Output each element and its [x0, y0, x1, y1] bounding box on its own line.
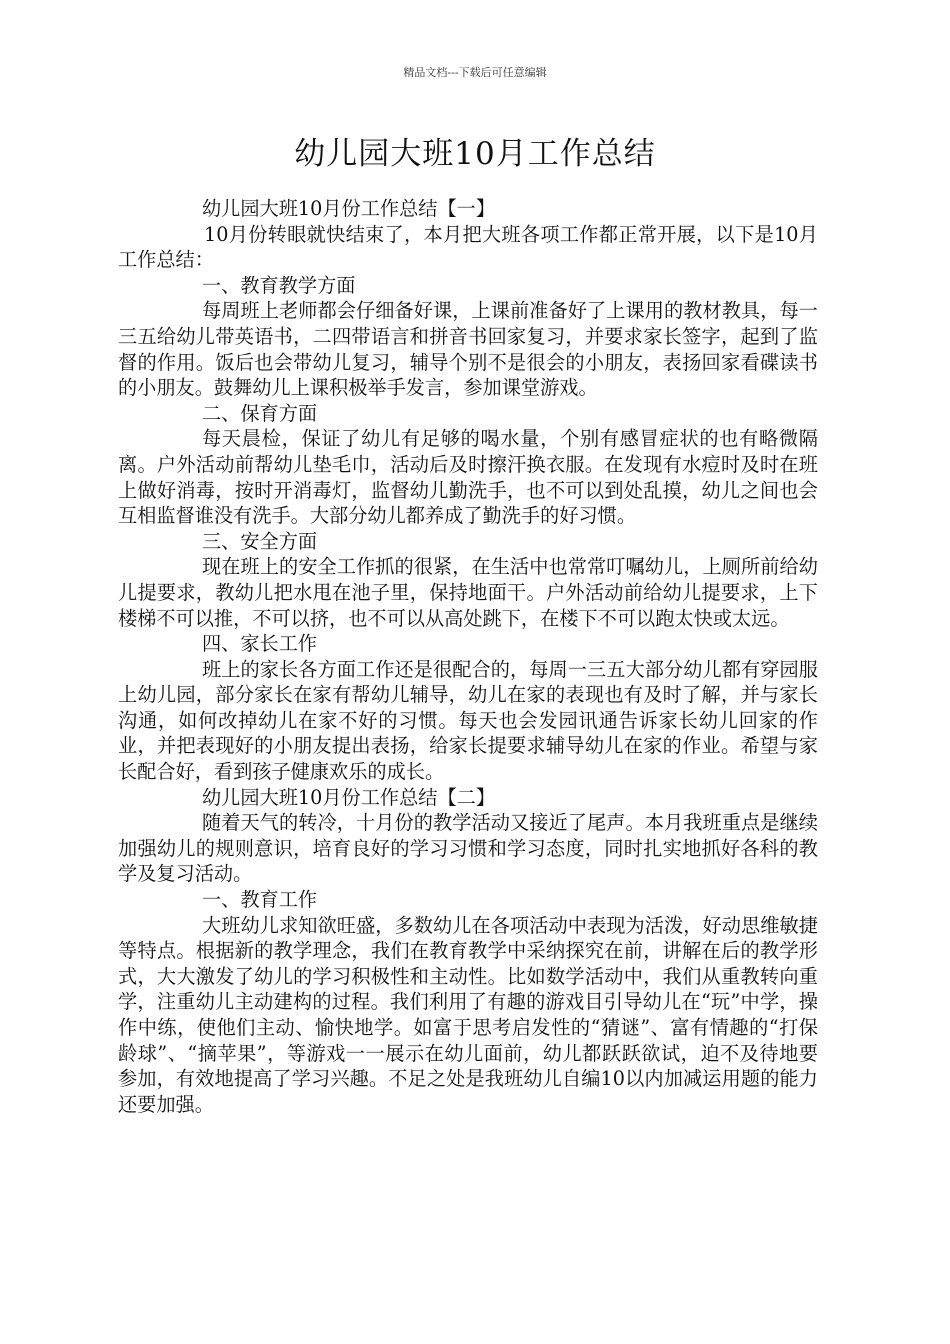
subheading-care: 二、保育方面: [202, 401, 318, 425]
document-body: [118, 196, 818, 1117]
section-heading-part-two: 幼儿园大班10月份工作总结【二】: [202, 785, 496, 809]
paragraph-intro: 10月份转眼就快结束了，本月把大班各项工作都正常开展，以下是10月工作总结：: [118, 222, 818, 272]
subheading-education: 一、教育工作: [202, 888, 318, 912]
paragraph-care: 每天晨检，保证了幼儿有足够的喝水量，个别有感冒症状的也有略微隔离。户外活动前帮幼儿垫毛巾，活动后及时擦汗换衣服。在发现有水痘时及时在班上做好消毒，按时开消毒灯，监督幼儿勤洗手，也不可以到处乱摸，幼儿之间也会互相监督谁没有洗手。大部分幼儿都养成了勤洗手的好习惯。: [118, 427, 818, 528]
subheading-teaching: 一、教育教学方面: [202, 273, 356, 297]
section-heading-part-one: 幼儿园大班10月份工作总结【一】: [202, 197, 496, 220]
paragraph-education: 大班幼儿求知欲旺盛，多数幼儿在各项活动中表现为活泼，好动思维敏捷等特点。根据新的教学理念，我们在教育教学中采纳探究在前，讲解在后的教学形式，大大激发了幼儿的学习积极性和主动性。比如数学活动中，我们从重教转向重学，注重幼儿主动建构的过程。我们利用了有趣的游戏目引导幼儿在“玩”中学，操作中练，使他们主动、愉快地学。如富于思考启发性的“猜谜”、富有情趣的“打保龄球”、“摘苹果”，等游戏一一展示在幼儿面前，幼儿都跃跃欲试，迫不及待地要参加，有效地提高了学习兴趣。不足之处是我班幼儿自编10以内加减运用题的能力还要加强。: [118, 913, 818, 1116]
header-watermark: 精品文档---下载后可任意编辑: [403, 66, 547, 79]
subheading-parents: 四、家长工作: [202, 632, 318, 656]
subheading-safety: 三、安全方面: [202, 529, 318, 553]
paragraph-parents: 班上的家长各方面工作还是很配合的，每周一三五大部分幼儿都有穿园服上幼儿园，部分家长在家有帮幼儿辅导，幼儿在家的表现也有及时了解，并与家长沟通，如何改掉幼儿在家不好的习惯。每天也会发园讯通告诉家长幼儿回家的作业，并把表现好的小朋友提出表扬，给家长提要求辅导幼儿在家的作业。希望与家长配合好，看到孩子健康欢乐的成长。: [118, 657, 818, 784]
document-title: 幼儿园大班10月工作总结: [294, 136, 656, 172]
paragraph-safety: 现在班上的安全工作抓的很紧，在生活中也常常叮嘱幼儿，上厕所前给幼儿提要求，教幼儿把水甩在池子里，保持地面干。户外活动前给幼儿提要求，上下楼梯不可以推，不可以挤，也不可以从高处跳下，在楼下不可以跑太快或太远。: [118, 555, 818, 630]
paragraph-teaching: 每周班上老师都会仔细备好课，上课前准备好了上课用的教材教具，每一三五给幼儿带英语书，二四带语言和拼音书回家复习，并要求家长签字，起到了监督的作用。饭后也会带幼儿复习，辅导个别不是很会的小朋友，表扬回家看碟读书的小朋友。鼓舞幼儿上课积极举手发言，参加课堂游戏。: [118, 299, 818, 400]
paragraph-part-two-intro: 随着天气的转冷，十月份的教学活动又接近了尾声。本月我班重点是继续加强幼儿的规则意识，培育良好的学习习惯和学习态度，同时扎实地抓好各科的教学及复习活动。: [118, 811, 818, 886]
